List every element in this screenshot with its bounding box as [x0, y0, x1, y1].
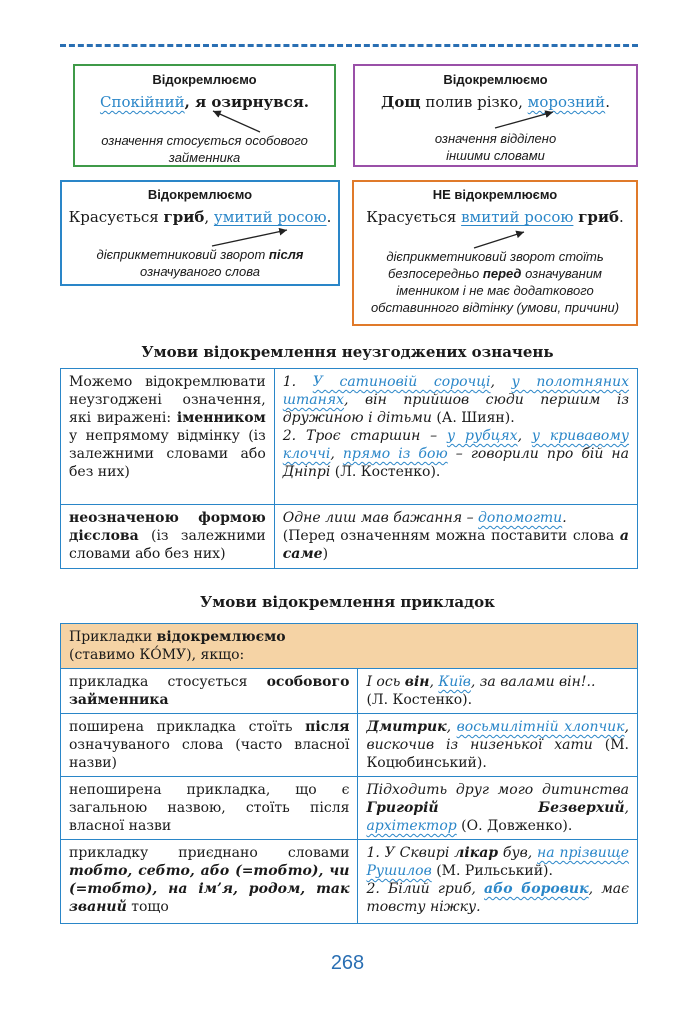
box-heading: Відокремлюємо	[152, 72, 257, 87]
top-dashed-divider	[60, 44, 638, 47]
table-header	[61, 624, 638, 669]
page-number: 268	[330, 952, 365, 974]
arrow-icon	[62, 182, 342, 288]
table-row	[61, 840, 638, 924]
table-cell: І ось він, Київ, за валами він!.. (Л. Костенко).	[358, 669, 638, 714]
table-cell: Прикладки відокремлюємо (ставимо КО́МУ), якщо:	[61, 624, 638, 669]
table-cell: Можемо відокремлювати неузгоджені означення, які виражені: іменником у непрямому відмінку (із залежними словами або без них)	[61, 369, 275, 505]
table-cell: Одне лиш мав бажання – допомогти. (Перед означенням можна поставити слова а саме)	[274, 505, 637, 569]
box-example: Красується вмитий росою гриб.	[366, 208, 624, 226]
table-row	[61, 505, 638, 569]
table-cell: 1. У Сквирі лікар був, на прізвище Рушилов (М. Рильський). 2. Білий гриб, або боровик, має товсту ніжку.	[358, 840, 638, 924]
box-note: означення відділено іншими словами	[434, 131, 557, 163]
table-cell: неозначеною формою дієслова (із залежними словами або без них)	[61, 505, 275, 569]
table-cell: прикладка стосується особового займенника	[61, 669, 358, 714]
rule-box-participle-after	[60, 180, 340, 286]
box-note: дієприкметниковий зворот після означуваного слова	[96, 247, 304, 279]
table-appositions	[60, 623, 638, 924]
arrow-icon	[355, 66, 640, 169]
box-heading: Відокремлюємо	[443, 72, 548, 87]
rule-box-personal-pronoun	[73, 64, 336, 167]
box-example: Дощ полив різко, морозний.	[381, 93, 610, 111]
table-noncongruent	[60, 368, 638, 569]
table-cell: 1. У сатиновій сорочці, у полотняних штанях, він прийшов сюди першим із дружиною і дітьми (А. Шиян). 2. Троє старшин – у рубцях, у кривавому клоччі, прямо із бою – говорили про бій на Дніпрі (Л. Костенко).	[274, 369, 637, 505]
section-title-noncongruent: Умови відокремлення неузгоджених означень	[141, 343, 554, 361]
table-cell: Дмитрик, восьмилітній хлопчик, вискочив із низенької хати (М. Коцюбинський).	[358, 714, 638, 777]
box-note: означення стосується особового займенника	[101, 133, 308, 165]
table-row	[61, 777, 638, 840]
table-cell: прикладку приєднано словами тобто, себто, або (=тобто), чи (=тобто), на ім’я, родом, так званий тощо	[61, 840, 358, 924]
rule-box-not-separated	[352, 180, 638, 326]
box-example: Спокійний, я озирнувся.	[99, 93, 310, 111]
box-example: Красується гриб, умитий росою.	[68, 208, 332, 226]
arrow-icon	[354, 182, 640, 328]
box-note: дієприкметниковий зворот стоїть безпосередньо перед означуваним іменником і не має додаткового обставинного відтінку (умови, причини)	[370, 249, 620, 315]
table-row	[61, 369, 638, 505]
table-row	[61, 669, 638, 714]
rule-box-separated-by-words	[353, 64, 638, 167]
table-cell: непоширена прикладка, що є загальною назвою, стоїть після власної назви	[61, 777, 358, 840]
table-row	[61, 714, 638, 777]
table-cell: поширена прикладка стоїть після означуваного слова (часто власної назви)	[61, 714, 358, 777]
box-heading: НЕ відокремлюємо	[432, 187, 558, 202]
box-heading: Відокремлюємо	[147, 187, 253, 202]
table-cell: Підходить друг мого дитинства Григорій Безверхий, архітектор (О. Довженко).	[358, 777, 638, 840]
arrow-icon	[75, 66, 338, 169]
section-title-appositions: Умови відокремлення прикладок	[200, 593, 495, 611]
